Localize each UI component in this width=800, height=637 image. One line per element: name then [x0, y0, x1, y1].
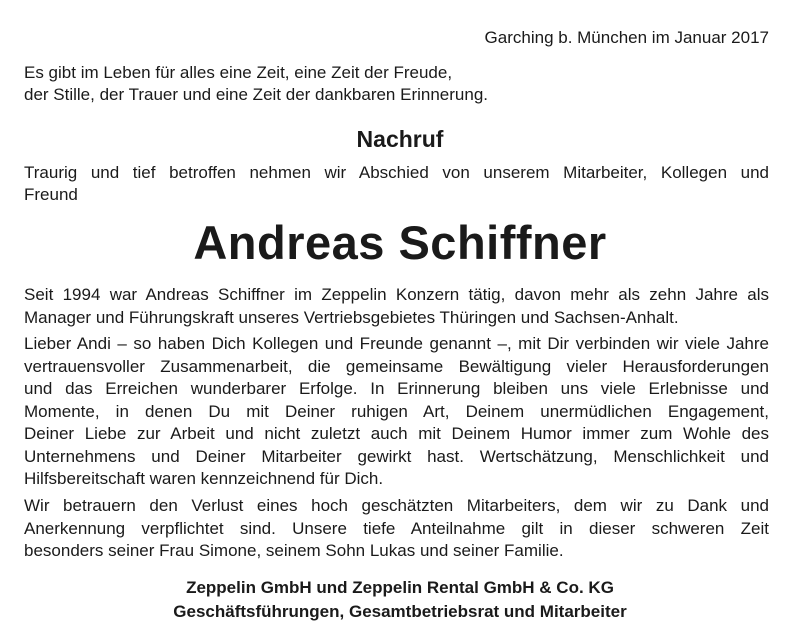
intro-line: Traurig und tief betroffen nehmen wir Abschied von unserem Mitarbeiter, Kollegen und [24, 163, 769, 182]
paragraph-line: besonders seiner Frau Simone, seinem Sohn Lukas und seiner Familie. [24, 541, 564, 560]
motto-line: Es gibt im Leben für alles eine Zeit, eine Zeit der Freude, [24, 63, 453, 82]
deceased-name: Andreas Schiffner [193, 216, 607, 269]
signature-group: Geschäftsführungen, Gesamtbetriebsrat und Mitarbeiter [173, 602, 627, 621]
intro-line: Freund [24, 185, 78, 204]
paragraph-line: Lieber Andi – so haben Dich Kollegen und Freunde genannt –, mit Dir verbinden wir viele Jahre [24, 334, 769, 353]
paragraph-line: Unternehmens und Deiner Mitarbeiter gewirkt hast. Wertschätzung, Menschlichkeit und [24, 446, 769, 466]
paragraph-line: Hilfsbereitschaft waren kennzeichnend für Dich. [24, 469, 384, 488]
motto [24, 62, 769, 106]
signature-block [0, 576, 800, 624]
paragraph-tribute [24, 333, 769, 491]
paragraph-line: Anerkennung verpflichtet sind. Unsere tiefe Anteilnahme gilt in dieser schweren Zeit [24, 518, 769, 538]
place-date: Garching b. München im Januar 2017 [484, 28, 769, 47]
paragraph-line: vertrauensvoller Zusammenarbeit, die gemeinsame Bewältigung vieler Herausforderungen [24, 356, 769, 376]
paragraph-line: Seit 1994 war Andreas Schiffner im Zeppelin Konzern tätig, davon mehr als zehn Jahre als [24, 285, 769, 304]
paragraph-line: Momente, in denen Du mit Deiner ruhigen Art, Deinem unermüdlichen Engagement, [24, 401, 769, 421]
paragraph-line: und das Erreichen wunderbarer Erfolge. In Erinnerung bleiben uns viele Erlebnisse und [24, 379, 769, 398]
paragraph-condolence [24, 495, 769, 563]
signature-company: Zeppelin GmbH und Zeppelin Rental GmbH & Co. KG [186, 578, 614, 597]
page-title: Nachruf [356, 126, 444, 152]
motto-line: der Stille, der Trauer und eine Zeit der dankbaren Erinnerung. [24, 85, 488, 104]
paragraph-line: Wir betrauern den Verlust eines hoch geschätzten Mitarbeiters, dem wir zu Dank und [24, 496, 769, 515]
intro-text [24, 162, 769, 206]
paragraph-line: Deiner Liebe zur Arbeit und nicht zuletzt auch mit Deinem Humor immer zum Wohle des [24, 424, 769, 443]
paragraph-line: Manager und Führungskraft unseres Vertriebsgebietes Thüringen und Sachsen-Anhalt. [24, 307, 679, 327]
paragraph-career [24, 284, 769, 329]
